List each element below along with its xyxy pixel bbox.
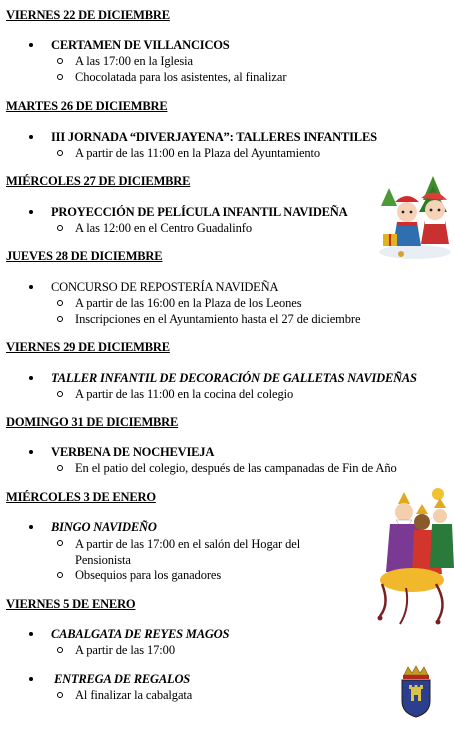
bullet-icon — [29, 285, 33, 289]
circle-bullet-icon — [57, 465, 63, 471]
bullet-icon — [29, 135, 33, 139]
day-heading: VIERNES 5 DE ENERO — [6, 597, 136, 611]
christmas-children-illustration — [375, 172, 454, 262]
circle-bullet-icon — [57, 391, 63, 397]
circle-bullet-icon — [57, 74, 63, 80]
circle-bullet-icon — [57, 316, 63, 322]
day-heading: VIERNES 22 DE DICIEMBRE — [6, 8, 170, 22]
bullet-icon — [29, 43, 33, 47]
bullet-icon — [29, 677, 33, 681]
day-heading: VIERNES 29 DE DICIEMBRE — [6, 340, 170, 354]
bullet-icon — [29, 450, 33, 454]
circle-bullet-icon — [57, 540, 63, 546]
bullet-icon — [29, 525, 33, 529]
day-heading: MARTES 26 DE DICIEMBRE — [6, 99, 168, 113]
circle-bullet-icon — [57, 300, 63, 306]
circle-bullet-icon — [57, 647, 63, 653]
municipal-coat-of-arms — [398, 665, 434, 719]
day-heading: MIÉRCOLES 27 DE DICIEMBRE — [6, 174, 191, 188]
bullet-icon — [29, 376, 33, 380]
circle-bullet-icon — [57, 225, 63, 231]
bullet-icon — [29, 632, 33, 636]
day-heading: JUEVES 28 DE DICIEMBRE — [6, 249, 163, 263]
circle-bullet-icon — [57, 58, 63, 64]
circle-bullet-icon — [57, 692, 63, 698]
circle-bullet-icon — [57, 572, 63, 578]
three-kings-illustration — [376, 484, 454, 630]
day-heading: MIÉRCOLES 3 DE ENERO — [6, 490, 156, 504]
circle-bullet-icon — [57, 150, 63, 156]
christmas-program-page: VIERNES 22 DE DICIEMBRE CERTAMEN DE VILLANCICOS A las 17:00 en la Iglesia Chocolatada para los asistentes, al finalizar MARTES 26 DE DICIEMBRE III JORNADA “DIVERJAYENA”: TALLERES INFANTILES A partir de las 11:00 en la Plaza del Ayuntamiento MIÉRCOLES 27 DE DICIEMBRE PROYECCIÓN DE PELÍCULA INFANTIL NAVIDEÑA A las 12:00 en el Centro Guadalinfo JUEVES 28 DE DICIEMBRE CONCURSO DE REPOSTERÍA NAVIDEÑA A partir de las 16:00 en la Plaza de los Leones Inscripciones en el Ayuntamiento hasta el 27 de diciembre VIERNES 29 DE DICIEMBRE TALLER INFANTIL DE DECORACIÓN DE GALLETAS NAVIDEÑAS A partir de las 11:00 en la cocina del colegio DOMINGO 31 DE DICIEMBRE VERBENA DE NOCHEVIEJA En el patio del colegio, después de las campanadas de Fin de Año MIÉRCOLES 3 DE ENERO BINGO NAVIDEÑO A partir de las 17:00 en el salón del Hogar del Pensionista Obsequios para los ganadores VIERNES 5 DE ENERO CABALGATA DE REYES MAGOS A partir de las 17:00 ENTREGA DE REGALOS Al finalizar la cabalgata — [0, 0, 454, 731]
day-heading: DOMINGO 31 DE DICIEMBRE — [6, 415, 179, 429]
bullet-icon — [29, 210, 33, 214]
